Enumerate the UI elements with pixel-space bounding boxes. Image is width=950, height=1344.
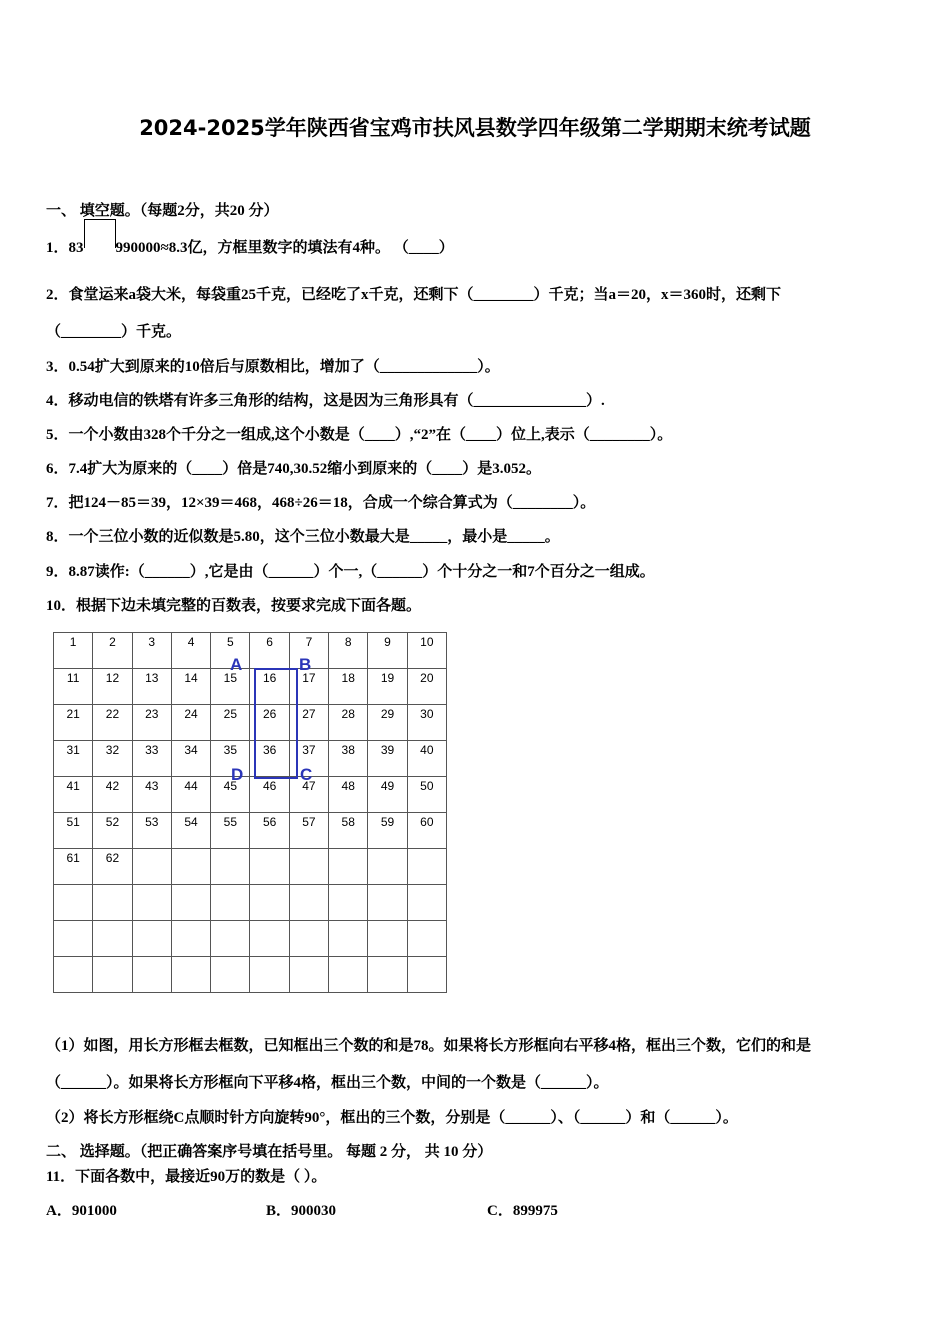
grid-cell: 38: [329, 741, 368, 777]
question-11: 11．下面各数中，最接近90万的数是（ ）。: [46, 1169, 327, 1185]
grid-cell: 45: [211, 777, 250, 813]
grid-cell: 54: [171, 813, 210, 849]
grid-row: [54, 813, 447, 849]
grid-cell: 15: [211, 669, 250, 705]
grid-cell: 25: [211, 705, 250, 741]
grid-cell: 57: [289, 813, 328, 849]
grid-cell: 41: [54, 777, 93, 813]
grid-row: [54, 669, 447, 705]
grid-cell: [171, 957, 210, 993]
grid-cell: [250, 957, 289, 993]
grid-cell: 59: [368, 813, 407, 849]
question-9: 9．8.87读作:（______）,它是由（______）个一,（______）个十分之一和7个百分之一组成。: [46, 564, 655, 580]
selection-rectangle: [254, 668, 298, 779]
grid-cell: 48: [329, 777, 368, 813]
grid-cell: 51: [54, 813, 93, 849]
question-2: 2．食堂运来a袋大米，每袋重25千克，已经吃了x千克，还剩下（________）千克；当a＝20，x＝360时，还剩下: [46, 287, 782, 303]
grid-cell: [93, 885, 132, 921]
grid-cell: 60: [407, 813, 446, 849]
grid-cell: 8: [329, 633, 368, 669]
grid-cell: 1: [54, 633, 93, 669]
grid-cell: [329, 957, 368, 993]
grid-cell: [368, 921, 407, 957]
grid-cell: 47: [289, 777, 328, 813]
q1-text: 990000≈8.3亿，方框里数字的填法有4种。 （____）: [115, 240, 454, 256]
grid-cell: [368, 849, 407, 885]
grid-cell: [289, 849, 328, 885]
grid-cell: 50: [407, 777, 446, 813]
question-7: 7．把124－85＝39，12×39＝468，468÷26＝18，合成一个综合算式为（________）。: [46, 495, 596, 511]
grid-cell: [250, 885, 289, 921]
grid-cell: 52: [93, 813, 132, 849]
answer-box: [84, 219, 116, 248]
grid-cell: [171, 921, 210, 957]
grid-cell: 36: [250, 741, 289, 777]
grid-row: [54, 885, 447, 921]
grid-cell: 39: [368, 741, 407, 777]
grid-cell: 28: [329, 705, 368, 741]
question-3: 3．0.54扩大到原来的10倍后与原数相比，增加了（_____________）。: [46, 359, 500, 375]
section-heading-choice: 二、 选择题。（把正确答案序号填在括号里。 每题 2 分， 共 10 分）: [46, 1144, 493, 1160]
grid-cell: [93, 957, 132, 993]
grid-row: [54, 957, 447, 993]
grid-cell: 19: [368, 669, 407, 705]
grid-cell: 9: [368, 633, 407, 669]
grid-cell: [54, 885, 93, 921]
q1-prefix: 1．83: [46, 240, 84, 256]
grid-cell: [211, 885, 250, 921]
section-heading-fill-blank: 一、 填空题。（每题2分，共20 分）: [46, 203, 279, 219]
grid-cell: [171, 885, 210, 921]
grid-row: [54, 741, 447, 777]
question-5: 5．一个小数由328个千分之一组成,这个小数是（____）,“2”在（____）位上,表示（________）。: [46, 427, 673, 443]
grid-row: [54, 777, 447, 813]
grid-cell: 32: [93, 741, 132, 777]
grid-cell: [132, 849, 171, 885]
grid-cell: 31: [54, 741, 93, 777]
grid-cell: 42: [93, 777, 132, 813]
point-d-label: D: [231, 765, 244, 784]
grid-cell: 5: [211, 633, 250, 669]
grid-cell: 40: [407, 741, 446, 777]
grid-cell: [368, 957, 407, 993]
grid-cell: 35: [211, 741, 250, 777]
grid-cell: [171, 849, 210, 885]
grid-cell: [329, 885, 368, 921]
grid-cell: 33: [132, 741, 171, 777]
option-a: A．901000: [46, 1203, 117, 1219]
grid-cell: 56: [250, 813, 289, 849]
grid-cell: 24: [171, 705, 210, 741]
grid-cell: 55: [211, 813, 250, 849]
grid-cell: 30: [407, 705, 446, 741]
grid-cell: 49: [368, 777, 407, 813]
question-6: 6．7.4扩大为原来的（____）倍是740,30.52缩小到原来的（____）是3.052。: [46, 461, 542, 477]
grid-cell: 12: [93, 669, 132, 705]
grid-cell: 11: [54, 669, 93, 705]
grid-cell: 58: [329, 813, 368, 849]
grid-cell: [250, 921, 289, 957]
grid-cell: 37: [289, 741, 328, 777]
grid-cell: [93, 921, 132, 957]
option-c: C．899975: [487, 1203, 558, 1219]
grid-cell: [250, 849, 289, 885]
page-title: 2024-2025学年陕西省宝鸡市扶风县数学四年级第二学期期末统考试题: [139, 116, 811, 140]
grid-row: [54, 705, 447, 741]
grid-cell: [132, 921, 171, 957]
grid-cell: [368, 885, 407, 921]
grid-row: [54, 633, 447, 669]
grid-cell: 21: [54, 705, 93, 741]
grid-cell: 62: [93, 849, 132, 885]
grid-cell: 34: [171, 741, 210, 777]
grid-cell: 2: [93, 633, 132, 669]
grid-cell: 43: [132, 777, 171, 813]
grid-cell: 27: [289, 705, 328, 741]
grid-cell: 13: [132, 669, 171, 705]
grid-cell: [407, 885, 446, 921]
question-10: 10．根据下边未填完整的百数表，按要求完成下面各题。: [46, 598, 422, 614]
grid-cell: 6: [250, 633, 289, 669]
grid-cell: 16: [250, 669, 289, 705]
grid-cell: [132, 885, 171, 921]
grid-cell: [329, 921, 368, 957]
question-1: [46, 238, 454, 258]
grid-cell: [289, 885, 328, 921]
grid-cell: [407, 849, 446, 885]
grid-cell: 22: [93, 705, 132, 741]
grid-cell: [289, 921, 328, 957]
grid-cell: 14: [171, 669, 210, 705]
question-2-cont: （________）千克。: [46, 324, 182, 340]
grid-row: [54, 921, 447, 957]
grid-cell: [407, 957, 446, 993]
grid-cell: 44: [171, 777, 210, 813]
grid-cell: 53: [132, 813, 171, 849]
grid-cell: 18: [329, 669, 368, 705]
grid-cell: 17: [289, 669, 328, 705]
grid-cell: 4: [171, 633, 210, 669]
grid-cell: [54, 957, 93, 993]
grid-cell: [54, 921, 93, 957]
grid-cell: [132, 957, 171, 993]
grid-cell: 23: [132, 705, 171, 741]
grid-cell: [211, 957, 250, 993]
point-c-label: C: [300, 765, 313, 784]
grid-cell: 10: [407, 633, 446, 669]
grid-cell: 29: [368, 705, 407, 741]
grid-cell: [289, 957, 328, 993]
grid-cell: [211, 921, 250, 957]
grid-cell: [211, 849, 250, 885]
grid-cell: 7: [289, 633, 328, 669]
grid-cell: 46: [250, 777, 289, 813]
subquestion-2: （2）将长方形框绕C点顺时针方向旋转90°，框出的三个数，分别是（______）、（______）和（______）。: [46, 1110, 738, 1126]
subquestion-1-cont: （______）。如果将长方形框向下平移4格，框出三个数，中间的一个数是（______）。: [46, 1075, 609, 1091]
grid-cell: [329, 849, 368, 885]
grid-row: [54, 849, 447, 885]
point-b-label: B: [299, 655, 312, 674]
grid-cell: 61: [54, 849, 93, 885]
subquestion-1: （1）如图，用长方形框去框数，已知框出三个数的和是78。如果将长方形框向右平移4格，框出三个数，它们的和是: [46, 1038, 812, 1054]
grid-cell: [407, 921, 446, 957]
grid-cell: 26: [250, 705, 289, 741]
grid-cell: 3: [132, 633, 171, 669]
grid-cell: 20: [407, 669, 446, 705]
question-8: 8．一个三位小数的近似数是5.80，这个三位小数最大是_____，最小是_____。: [46, 529, 560, 545]
hundred-chart: [53, 632, 447, 993]
option-b: B．900030: [266, 1203, 337, 1219]
point-a-label: A: [230, 655, 243, 674]
question-4: 4．移动电信的铁塔有许多三角形的结构，这是因为三角形具有（_______________）.: [46, 393, 605, 409]
